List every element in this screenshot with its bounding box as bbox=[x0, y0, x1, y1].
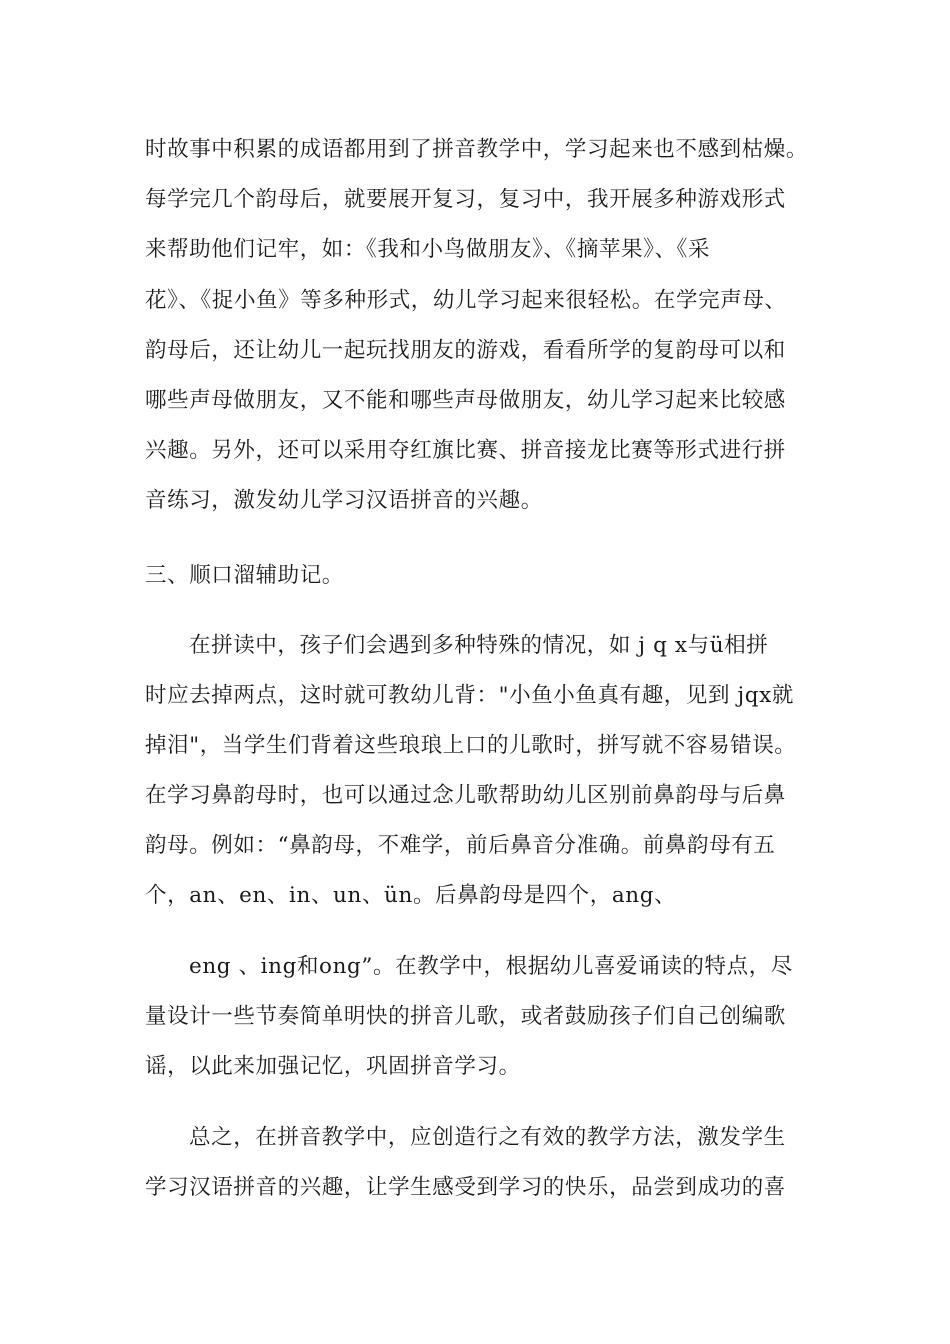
text-line: 时故事中积累的成语都用到了拼音教学中，学习起来也不感到枯燥。 bbox=[145, 137, 809, 162]
text-line: 时应去掉两点，这时就可教幼儿背："小鱼小鱼真有趣，见到 jqx就 bbox=[145, 683, 794, 708]
text-line: 量设计一些节奏简单明快的拼音儿歌，或者鼓励孩子们自己创编歌 bbox=[145, 1004, 786, 1029]
text-line: 谣，以此来加强记忆，巩固拼音学习。 bbox=[145, 1054, 521, 1079]
text-line: 音练习，激发幼儿学习汉语拼音的兴趣。 bbox=[145, 488, 543, 513]
text-line: 韵母。例如：“鼻韵母，不难学，前后鼻音分准确。前鼻韵母有五 bbox=[145, 833, 776, 858]
text-line: 韵母后，还让幼儿一起玩找朋友的游戏，看看所学的复韵母可以和 bbox=[145, 338, 786, 363]
text-line: 兴趣。另外，还可以采用夺红旗比赛、拼音接龙比赛等形式进行拼 bbox=[145, 438, 786, 463]
text-line: 花》、《捉小鱼》等多种形式，幼儿学习起来很轻松。在学完声母、 bbox=[145, 288, 787, 313]
text-line: 学习汉语拼音的兴趣，让学生感受到学习的快乐，品尝到成功的喜 bbox=[145, 1175, 786, 1200]
text-line: 每学完几个韵母后，就要展开复习，复习中，我开展多种游戏形式 bbox=[145, 187, 786, 212]
text-line: 个，an、en、in、un、ün。后鼻韵母是四个，ang、 bbox=[145, 883, 677, 908]
text-line: 哪些声母做朋友，又不能和哪些声母做朋友，幼儿学习起来比较感 bbox=[145, 388, 786, 413]
text-line: 掉泪"，当学生们背着这些琅琅上口的儿歌时，拼写就不容易错误。 bbox=[145, 733, 797, 758]
text-line: 在学习鼻韵母时，也可以通过念儿歌帮助幼儿区别前鼻韵母与后鼻 bbox=[145, 783, 786, 808]
text-line: 总之，在拼音教学中，应创造行之有效的教学方法，激发学生 bbox=[189, 1125, 786, 1150]
text-line: 在拼读中，孩子们会遇到多种特殊的情况，如 j q x与ü相拼 bbox=[189, 633, 769, 658]
text-line: eng 、ing和ong”。在教学中，根据幼儿喜爱诵读的特点，尽 bbox=[189, 954, 793, 979]
text-line: 来帮助他们记牢，如：《我和小鸟做朋友》、《摘苹果》、《采 bbox=[145, 237, 711, 262]
section-heading: 三、顺口溜辅助记。 bbox=[145, 563, 344, 588]
